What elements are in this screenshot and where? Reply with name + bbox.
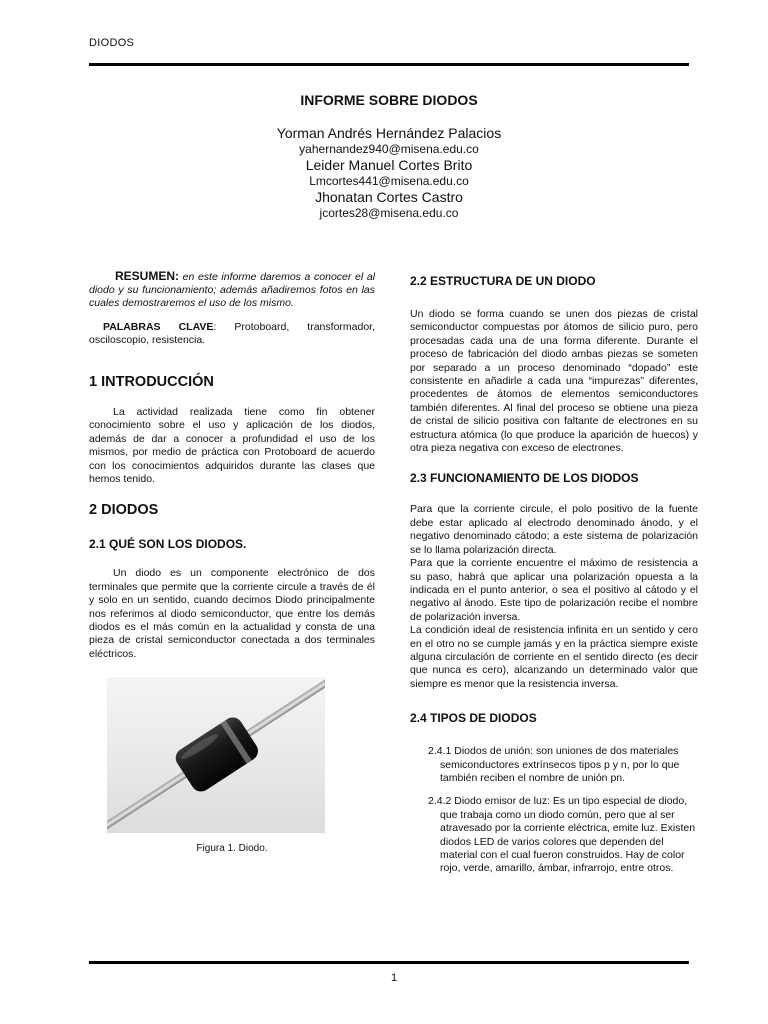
figure-caption: Figura 1. Diodo. bbox=[196, 843, 268, 855]
section-heading-tipos: 2.4 TIPOS DE DIODOS bbox=[410, 711, 537, 726]
right-column bbox=[410, 270, 698, 876]
section-heading-funcionamiento: 2.3 FUNCIONAMIENTO DE LOS DIODOS bbox=[410, 471, 639, 486]
keywords bbox=[89, 321, 375, 347]
funcionamiento-paragraph: Para que la corriente circule, el polo positivo de la fuente debe estar aplicado al electrodo denominado ánodo, y el negativo denominado cátodo; a este sistema de polarización se lo llama polarización directa. bbox=[410, 503, 698, 556]
author-name: Jhonatan Cortes Castro bbox=[315, 189, 463, 205]
keywords-text: : Protoboard, transformador, osciloscopio, resistencia. bbox=[89, 321, 375, 346]
author-email[interactable]: yahernandez940@misena.edu.co bbox=[299, 142, 479, 156]
estructura-paragraph: Un diodo se forma cuando se unen dos piezas de cristal semiconductor compuestas por átomos de silicio puro, pero procesadas cada una de una forma diferente. Durante el proceso de fabricación del diodo ambas piezas se someten por separado a un proceso denominado “dopado” este consistente en añadirle a cada una “impurezas” diferentes, procedentes de átomos de elementos semiconductores también diferentes. Al final del proceso se obtiene una pieza de cristal de silicio positiva con faltante de electrones en su estructura atómica (lo que produce la aparición de huecos) y otra pieza negativa con exceso de electrones. bbox=[410, 308, 698, 455]
abstract-label: RESUMEN: bbox=[115, 269, 180, 283]
author-name: Leider Manuel Cortes Brito bbox=[305, 157, 473, 173]
section-heading-estructura: 2.2 ESTRUCTURA DE UN DIODO bbox=[410, 274, 596, 288]
intro-paragraph: La actividad realizada tiene como fin obtener conocimiento sobre el uso y aplicación de los diodos, además de dar a conocer a profundidad el uso de los mismos, por medio de práctica con Protoboard de acuerdo con los conocimientos adquiridos durante las clases que hemos tenido. bbox=[89, 406, 375, 486]
diode-photo bbox=[107, 677, 325, 833]
section-heading-introduccion: 1 INTRODUCCIÓN bbox=[89, 374, 214, 390]
running-header: DIODOS bbox=[89, 37, 135, 49]
section-heading-que-son: 2.1 QUÉ SON LOS DIODOS. bbox=[89, 537, 247, 552]
list-item: 2.4.1 Diodos de unión: son uniones de dos materiales semiconductores extrínsecos tipos p y n, por lo que también reciben el nombre de unión pn. bbox=[428, 745, 680, 784]
footer-rule bbox=[89, 961, 689, 964]
que-son-paragraph: Un diodo es un componente electrónico de dos terminales que permite que la corriente circule a través de él y solo en un sentido, cuando decimos Diodo principalmente nos referimos al diodo semiconductor, que entre los demás diodos es el más común en la actualidad y consta de una pieza de cristal semiconductor conectada a dos terminales eléctricos. bbox=[89, 567, 375, 660]
list-item: 2.4.2 Diodo emisor de luz: Es un tipo especial de diodo, que trabaja como un diodo común, pero que al ser atravesado por la corriente eléctrica, emite luz. Existen diodos LED de varios colores que dependen del material con el cual fueron construidos. Hay de color rojo, verde, amarillo, ámbar, infrarrojo, entre otros. bbox=[428, 795, 696, 875]
abstract bbox=[89, 270, 375, 310]
title-block bbox=[89, 92, 689, 221]
funcionamiento-paragraph: La condición ideal de resistencia infinita en un sentido y cero en el otro no se cumple jamás y en la práctica siempre existe alguna circulación de corriente en el sentido directo (es decir que nunca es cero), alcanzando un determinado valor que siempre es menor que la resistencia inversa. bbox=[410, 624, 698, 690]
author-email[interactable]: jcortes28@misena.edu.co bbox=[319, 206, 459, 220]
diode-image bbox=[107, 677, 325, 833]
document-title: INFORME SOBRE DIODOS bbox=[300, 92, 478, 108]
author-name: Yorman Andrés Hernández Palacios bbox=[276, 125, 502, 141]
author-email[interactable]: Lmcortes441@misena.edu.co bbox=[309, 174, 469, 188]
keywords-label: PALABRAS CLAVE bbox=[103, 321, 214, 333]
left-column bbox=[89, 270, 375, 854]
section-heading-diodos: 2 DIODOS bbox=[89, 502, 159, 519]
abstract-text: en este informe daremos a conocer el al diodo y su funcionamiento; además añadiremos fotos en las cuales demostraremos el uso de los mismo. bbox=[89, 271, 375, 309]
author-block bbox=[89, 125, 689, 221]
figure bbox=[89, 677, 375, 854]
header-rule bbox=[89, 63, 689, 66]
page-number: 1 bbox=[390, 972, 398, 984]
funcionamiento-paragraph: Para que la corriente encuentre el máximo de resistencia a su paso, habrá que aplicar una polarización opuesta a la indicada en el punto anterior, o sea el positivo al cátodo y el negativo al ánodo. Este tipo de polarización recibe el nombre de polarización inversa. bbox=[410, 557, 698, 623]
